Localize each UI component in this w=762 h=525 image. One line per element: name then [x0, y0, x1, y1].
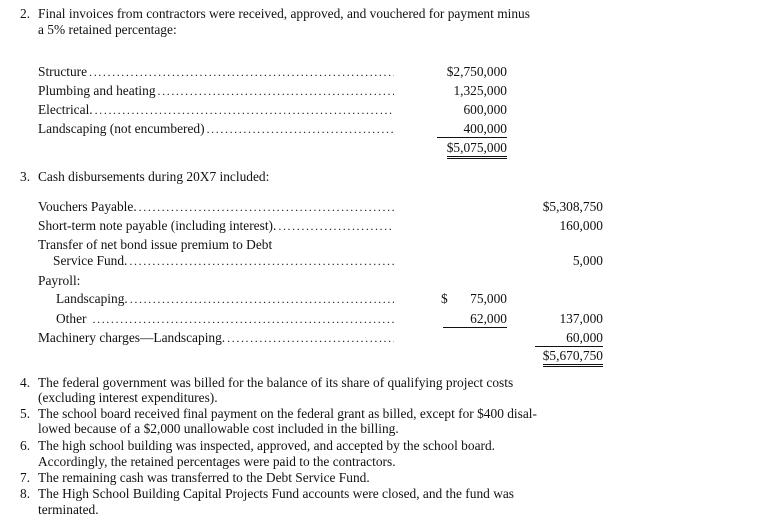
item3-payroll-total: 137,000: [559, 311, 603, 326]
item6-number: 6.: [20, 438, 31, 453]
row-label: Landscaping.: [56, 291, 128, 306]
item2-row-plumbing: [38, 83, 394, 99]
item3-other-amount: 62,000: [443, 311, 507, 328]
row-label: Service Fund.: [53, 253, 128, 268]
item3-machinery-amount: 60,000: [535, 330, 603, 347]
item6-line1: The high school building was inspected, approved, and accepted by the school board.: [38, 438, 496, 453]
item4-number: 4.: [20, 375, 31, 390]
item3-landscaping: [56, 291, 394, 307]
item2-row-electrical-amount: 600,000: [463, 102, 507, 117]
row-label: Plumbing and heating: [38, 83, 156, 98]
item4-line1: The federal government was billed for the balance of its share of qualifying project costs: [38, 375, 514, 390]
item7-line1: The remaining cash was transferred to the Debt Service Fund.: [38, 470, 370, 485]
item2-row-structure-amount: $2,750,000: [446, 64, 507, 79]
item3-vouchers: [38, 199, 394, 215]
item2-text-line1: Final invoices from contractors were received, approved, and vouchered for payment minus: [38, 6, 530, 21]
item3-other: [56, 311, 394, 327]
item2-number: 2.: [20, 6, 31, 21]
item3-landscaping-amount: 75,000: [470, 291, 507, 306]
row-label: Structure: [38, 64, 88, 79]
item2-row-landscaping-amount: 400,000: [437, 121, 507, 138]
item2-total: $5,075,000: [447, 140, 507, 159]
item8-line1: The High School Building Capital Projects Fund accounts were closed, and the fund was: [38, 486, 515, 501]
item2-row-structure: [38, 64, 394, 80]
row-label: Vouchers Payable.: [38, 199, 137, 214]
item3-transfer-line1: Transfer of net bond issue premium to Debt: [38, 237, 273, 252]
row-label: Electrical.: [38, 102, 93, 117]
item8-line2: terminated.: [38, 502, 99, 517]
item2-row-landscaping: [38, 121, 394, 137]
item5-line1: The school board received final payment on the federal grant as billed, except for $400 disal-: [38, 406, 537, 421]
item3-machinery: [38, 330, 394, 346]
item3-transfer-amount: 5,000: [572, 253, 603, 268]
item7-number: 7.: [20, 470, 31, 485]
item5-line2: lowed because of a $2,000 unallowable cost included in the billing.: [38, 421, 399, 436]
item2-row-plumbing-amount: 1,325,000: [453, 83, 507, 98]
row-label: Other: [56, 311, 87, 326]
row-label: Landscaping (not encumbered): [38, 121, 205, 136]
item3-shortterm: [38, 218, 394, 234]
item6-line2: Accordingly, the retained percentages were paid to the contractors.: [38, 454, 396, 469]
item3-number: 3.: [20, 169, 31, 184]
item3-vouchers-amount: $5,308,750: [542, 199, 603, 214]
row-label: Short-term note payable (including interest).: [38, 218, 277, 233]
item3-landscaping-dollar: $: [441, 291, 448, 306]
row-label: Machinery charges—Landscaping.: [38, 330, 226, 345]
item5-number: 5.: [20, 406, 31, 421]
item3-total: $5,670,750: [543, 348, 603, 367]
item3-transfer: [53, 253, 394, 269]
item4-line2: (excluding interest expenditures).: [38, 390, 218, 405]
item3-text: Cash disbursements during 20X7 included:: [38, 169, 270, 184]
item8-number: 8.: [20, 486, 31, 501]
item3-payroll-label: Payroll:: [38, 273, 81, 288]
item2-row-electrical: [38, 102, 394, 118]
item2-text-line2: a 5% retained percentage:: [38, 22, 177, 37]
item3-shortterm-amount: 160,000: [559, 218, 603, 233]
